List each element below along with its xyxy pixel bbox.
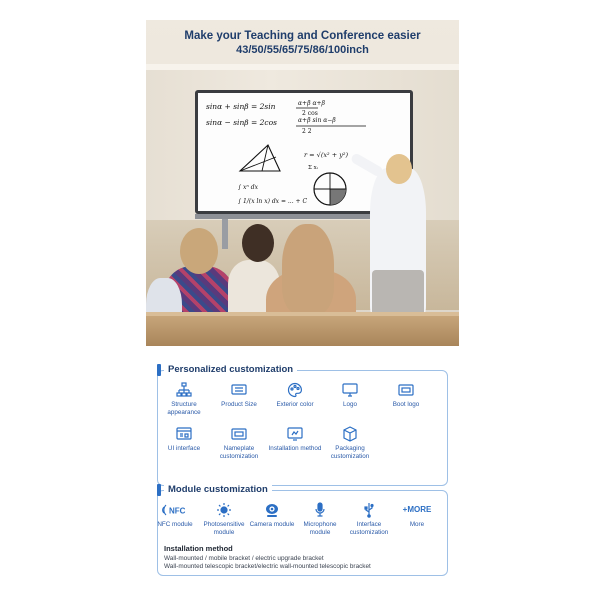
personalized-item [210,426,268,460]
svg-text:α+β α+β: α+β α+β [298,100,326,107]
personalized-item [266,382,324,409]
module-item [344,502,394,536]
installation-line-2: Wall-mounted telescopic bracket/electric wall-mounted telescopic bracket [164,563,371,570]
triangle-drawing [240,145,280,171]
module-item-label: NFC module [157,521,193,528]
ui-window-icon [176,426,192,442]
module-item [199,502,249,536]
svg-text:α+β sin α−β: α+β sin α−β [298,117,336,124]
personalized-item [210,382,268,409]
hero-title: Make your Teaching and Conference easier [184,30,421,42]
screen-size-icon [231,382,247,398]
module-item [150,502,200,529]
personalized-item-label: UI interface [167,445,201,452]
nfc-icon [161,502,189,518]
personalized-item [155,382,213,416]
personalized-item-label: Structure appearance [167,401,201,416]
board-formula-2: sinα − sinβ = 2cos [206,118,277,127]
personalized-item [155,426,213,453]
board-formula-5: r = √(x² + y²) [304,151,349,159]
svg-text:2 cos: 2 cos [302,110,318,117]
structure-icon [176,382,192,398]
module-item [392,502,442,529]
board-formula-3: ∫ 1/(x ln x) dx = ... + C [238,198,308,205]
student-plaid-head [180,228,218,274]
board-formula-4: ∫ xⁿ dx [238,184,258,191]
module-item-label: Microphone module [303,521,337,536]
light-sensor-icon [216,502,232,518]
module-title: Module customization [164,484,272,496]
student-center-head [242,224,274,262]
personalized-item [321,426,379,460]
package-icon [342,426,358,442]
module-item [295,502,345,536]
hero-sizes: 43/50/55/65/75/86/100inch [236,44,369,56]
personalized-item-label: Logo [342,401,357,408]
personalized-item-label: Packaging customization [330,445,370,460]
personalized-item [321,382,379,409]
board-stand-left [222,219,228,249]
personalized-title: Personalized customization [164,364,297,376]
student-right-head [282,224,334,314]
personalized-item [377,382,435,409]
camera-icon [264,502,280,518]
installation-title: Installation method [164,544,233,553]
personalized-item-label: Installation method [268,445,322,452]
module-item-label: More [409,521,425,528]
personalized-item-label: Product Size [221,401,257,408]
module-item-label: Photosensitive module [203,521,245,536]
monitor-icon [342,382,358,398]
more-icon: +MORE [402,505,432,514]
microphone-icon [312,502,328,518]
teacher-head [386,154,412,184]
board-formula-1: sinα + sinβ = 2sin [206,102,276,111]
nameplate-icon [231,426,247,442]
svg-text:2 2: 2 2 [302,128,312,135]
installation-line-1: Wall-mounted / mobile bracket / electric upgrade bracket [164,555,324,562]
module-item-label: Interface customization [349,521,389,536]
install-icon [287,426,303,442]
pie-drawing [314,173,346,205]
personalized-item [266,426,324,453]
boot-screen-icon [398,382,414,398]
personalized-item-label: Boot logo [392,401,420,408]
svg-text:NFC: NFC [169,506,186,516]
product-poster [146,20,459,580]
module-item-label: Camera module [249,521,295,528]
module-title-bar [157,484,161,496]
module-item [247,502,297,529]
classroom-hero-image [146,20,459,346]
personalized-title-bar [157,364,161,376]
palette-icon [287,382,303,398]
usb-icon [361,502,377,518]
teacher-skirt [372,270,424,316]
personalized-item-label: Nameplate customization [219,445,259,460]
desk [146,316,459,346]
svg-text:Σ xᵢ: Σ xᵢ [308,165,318,171]
personalized-item-label: Exterior color [276,401,314,408]
